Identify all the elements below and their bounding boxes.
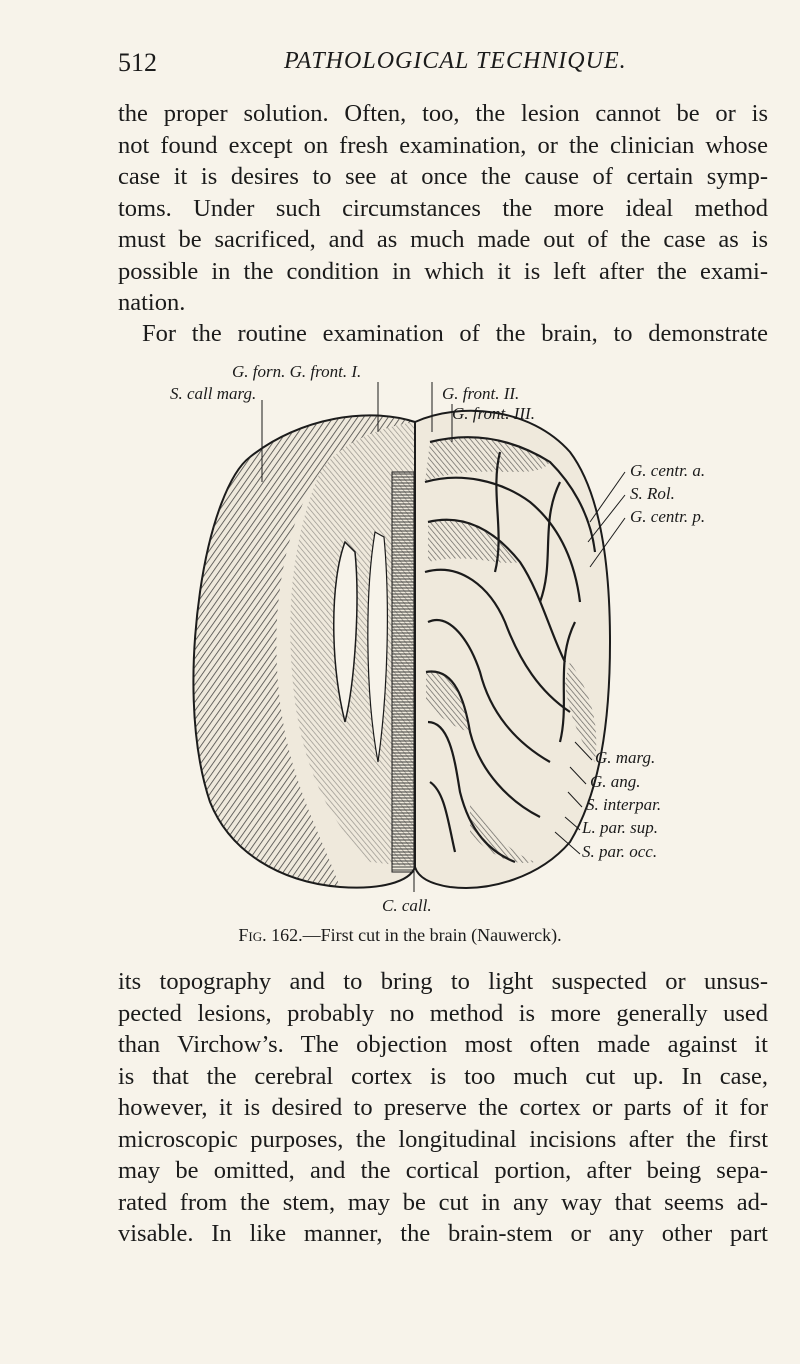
text-line: microscopic purposes, the longitudinal incisions after the first: [118, 1125, 768, 1153]
text-line: the proper solution. Often, too, the lesion cannot be or is: [118, 100, 768, 127]
running-title: PATHOLOGICAL TECHNIQUE.: [284, 48, 627, 74]
text-line: nation.: [118, 289, 186, 316]
label-s-rol: S. Rol.: [630, 484, 675, 503]
text-line: case it is desires to see at once the cause of certain symp-: [118, 163, 768, 190]
corpus-callosum: [392, 472, 414, 872]
label-c-call: C. call.: [382, 896, 432, 915]
caption-number: Fig. 162.: [238, 925, 303, 945]
label-g-front-ii: G. front. II.: [442, 384, 520, 403]
label-g-centr-p: G. centr. p.: [630, 507, 706, 526]
text-line: toms. Under such circumstances the more ideal method: [118, 194, 768, 222]
text-line: visable. In like manner, the brain-stem or any other part: [118, 1220, 768, 1247]
text-line: may be omitted, and the cortical portion, after being sepa-: [118, 1157, 768, 1184]
text-line: its topography and to bring to light suspected or unsus-: [118, 968, 768, 995]
paragraph-bottom: [118, 966, 768, 1250]
label-g-centr-a: G. centr. a.: [630, 461, 706, 480]
text-line: however, it is desired to preserve the cortex or parts of it for: [118, 1094, 768, 1121]
figure-caption: [0, 925, 800, 946]
page-number: 512: [118, 48, 157, 77]
text-line: than Virchow’s. The objection most often made against it: [118, 1031, 768, 1058]
text-line: For the routine examination of the brain, to demonstrate: [142, 320, 768, 347]
text-line: not found except on fresh examination, or the clinician whose: [118, 131, 768, 159]
caption-text: —First cut in the brain (Nauwerck).: [302, 925, 562, 945]
label-s-interpar: S. interpar.: [586, 795, 662, 814]
text-line: possible in the condition in which it is left after the exami-: [118, 257, 768, 285]
page-header: [118, 46, 768, 86]
text-line: must be sacrificed, and as much made out of the case as is: [118, 226, 768, 253]
text-line: pected lesions, probably no method is more generally used: [118, 999, 768, 1027]
label-g-forn-front: G. forn. G. front. I.: [232, 362, 362, 381]
text-line: is that the cerebral cortex is too much cut up. In case,: [118, 1062, 768, 1090]
paragraph-top: [118, 98, 768, 319]
label-s-par-occ: S. par. occ.: [582, 842, 658, 861]
label-l-par-sup: L. par. sup.: [582, 818, 659, 837]
label-g-front-iii: G. front. III.: [452, 404, 535, 423]
label-g-ang: G. ang.: [590, 772, 641, 791]
right-hemisphere: [415, 411, 610, 888]
text-line: rated from the stem, may be cut in any way that seems ad-: [118, 1188, 768, 1216]
label-g-marg: G. marg.: [595, 748, 656, 767]
brain-figure: [170, 362, 750, 915]
label-s-call-marg: S. call marg.: [170, 384, 257, 403]
paragraph-intro: [118, 318, 768, 350]
brain-illustration: [170, 362, 750, 922]
